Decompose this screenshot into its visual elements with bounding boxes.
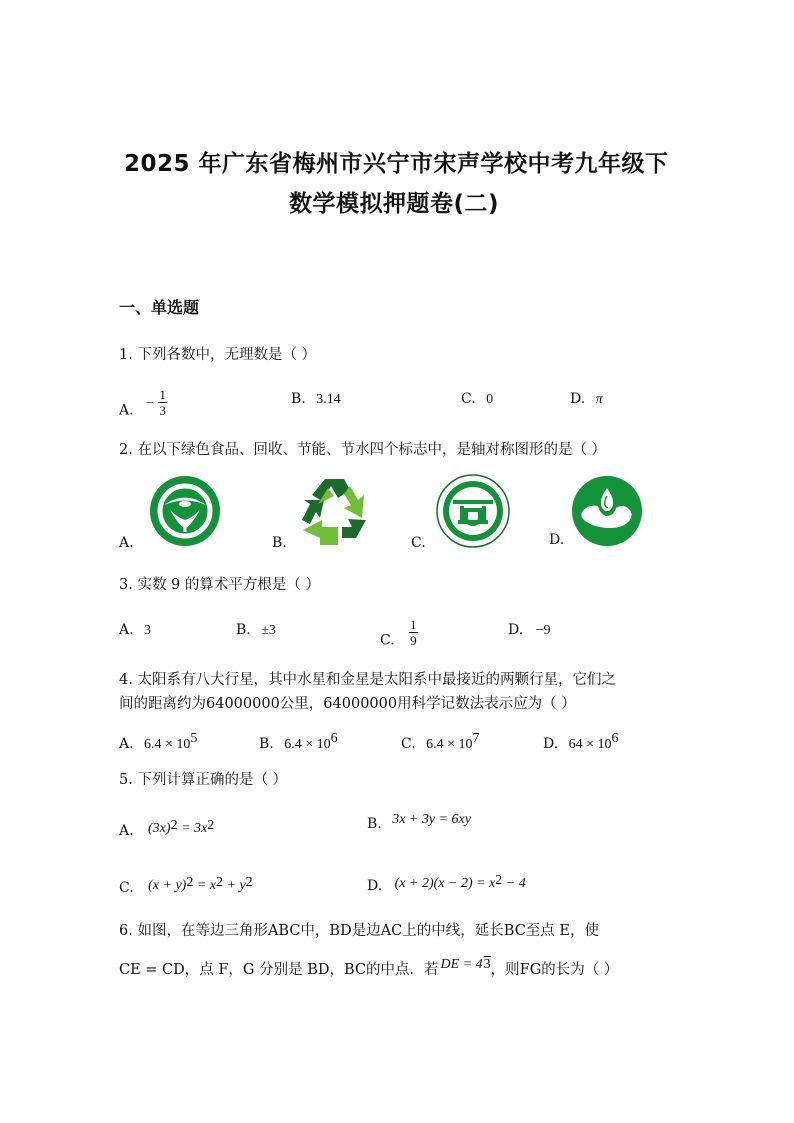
question-6-stem-line-1: 6. 如图，在等边三角形ABC中，BD是边AC上的中线，延长BC至点 E，使 [119, 923, 599, 939]
section-heading: 一、单选题 [119, 298, 200, 317]
option-exponent: 2 [245, 875, 253, 890]
option-d-rhs: − 4 [502, 876, 526, 891]
option-label: D. [543, 736, 559, 752]
option-value: 3 [144, 623, 152, 638]
option-base: 6.4 × 10 [284, 737, 331, 752]
question-6-stem-part-b: ，则FG的长为（ ） [490, 962, 619, 978]
question-6-stem-part-a: CE = CD，点 F，G 分别是 BD，BC的中点．若 [119, 962, 439, 978]
option-label: D. [570, 391, 586, 407]
question-4-stem-line-2: 间的距离约为64000000公里，64000000用科学记数法表示应为（ ） [119, 696, 576, 712]
option-value: π [595, 392, 603, 407]
option-label: C. [380, 632, 395, 649]
option-c-lhs: (x + y) [148, 878, 187, 893]
option-exponent: 2 [216, 875, 223, 890]
option-base: 6.4 × 10 [144, 737, 191, 752]
water-saving-logo-icon [570, 474, 644, 548]
question-4-option-d [543, 731, 619, 753]
option-c-rhs: = x [193, 878, 216, 893]
option-a-lhs: (3x) [148, 821, 171, 836]
option-exponent: 2 [170, 818, 178, 833]
question-1-option-b [291, 391, 341, 408]
option-exponent: 2 [207, 818, 215, 833]
question-3-option-c [380, 617, 418, 655]
option-label: B. [367, 816, 382, 832]
question-6-stem-line-2 [119, 958, 618, 979]
option-exponent: 7 [472, 731, 480, 746]
option-label: A. [119, 823, 134, 839]
question-5-option-b [367, 812, 471, 833]
question-4-option-b [259, 731, 338, 753]
question-3-option-d [508, 622, 551, 639]
option-label: A. [119, 622, 134, 638]
question-2-option-d-label: D. [549, 532, 565, 548]
fraction-denominator: 9 [410, 633, 417, 648]
green-food-logo-icon [148, 474, 222, 548]
option-label: B. [291, 391, 306, 407]
option-label: B. [259, 736, 274, 752]
fraction-numerator: 1 [159, 387, 166, 402]
option-a-rhs: = 3x [177, 821, 208, 836]
question-5-option-d [367, 873, 526, 895]
page-title-line-2: 数学模拟押题卷(二) [289, 191, 500, 217]
question-1-option-a [119, 387, 167, 425]
option-label: A. [119, 736, 134, 752]
option-label: D. [367, 878, 383, 894]
option-c-mid: + y [223, 878, 246, 893]
option-value: −9 [535, 623, 551, 638]
option-c-fraction [409, 618, 418, 647]
question-4-option-c [401, 731, 480, 753]
fraction-numerator: 1 [410, 617, 417, 632]
option-value: 0 [486, 392, 494, 407]
fraction-denominator: 3 [159, 403, 166, 418]
question-2-stem: 2. 在以下绿色食品、回收、节能、节水四个标志中，是轴对称图形的是（ ） [119, 442, 607, 458]
question-3-option-b [236, 622, 276, 639]
question-2-option-c-label: C. [411, 535, 426, 551]
option-value: ±3 [261, 623, 276, 638]
option-exponent: 2 [495, 873, 503, 888]
option-d-lhs: (x + 2)(x − 2) = x [394, 876, 496, 891]
question-5-option-c [119, 875, 253, 897]
option-label: C. [461, 391, 476, 407]
option-label: C. [401, 736, 416, 752]
question-2-option-b-label: B. [272, 535, 287, 551]
option-a-sign: − [146, 395, 154, 411]
question-2-option-a-label: A. [119, 535, 134, 551]
option-exponent: 6 [330, 731, 338, 746]
question-4-stem-line-1: 4. 太阳系有八大行星，其中水星和金星是太阳系中最接近的两颗行星，它们之 [119, 672, 616, 688]
page-title-line-1: 2025 年广东省梅州市兴宁市宋声学校中考九年级下 [124, 151, 669, 177]
option-label: B. [236, 622, 251, 638]
question-3-stem: 3. 实数 9 的算术平方根是（ ） [119, 577, 320, 593]
energy-saving-logo-icon [436, 474, 510, 548]
option-exponent: 5 [190, 731, 198, 746]
option-label: A. [119, 402, 134, 419]
question-5-option-a [119, 818, 214, 840]
option-base: 64 × 10 [568, 737, 612, 752]
option-label: D. [508, 622, 524, 638]
option-value: 3.14 [316, 392, 341, 407]
question-1-option-d [570, 391, 603, 408]
question-3-option-a [119, 622, 151, 639]
question-5-stem: 5. 下列计算正确的是（ ） [119, 772, 288, 788]
option-a-fraction [158, 388, 167, 417]
recycle-logo-icon [298, 474, 372, 548]
question-6-sqrt-radicand: 3 [483, 957, 491, 972]
question-4-option-a [119, 731, 197, 753]
option-b-expr: 3x + 3y = 6xy [392, 812, 471, 827]
option-label: C. [119, 880, 134, 896]
question-1-stem: 1. 下列各数中，无理数是（ ） [119, 347, 317, 363]
option-exponent: 6 [611, 731, 619, 746]
option-exponent: 2 [186, 875, 194, 890]
option-base: 6.4 × 10 [426, 737, 473, 752]
question-1-option-c [461, 391, 493, 408]
question-6-de-expr: DE = 4 [440, 957, 483, 972]
